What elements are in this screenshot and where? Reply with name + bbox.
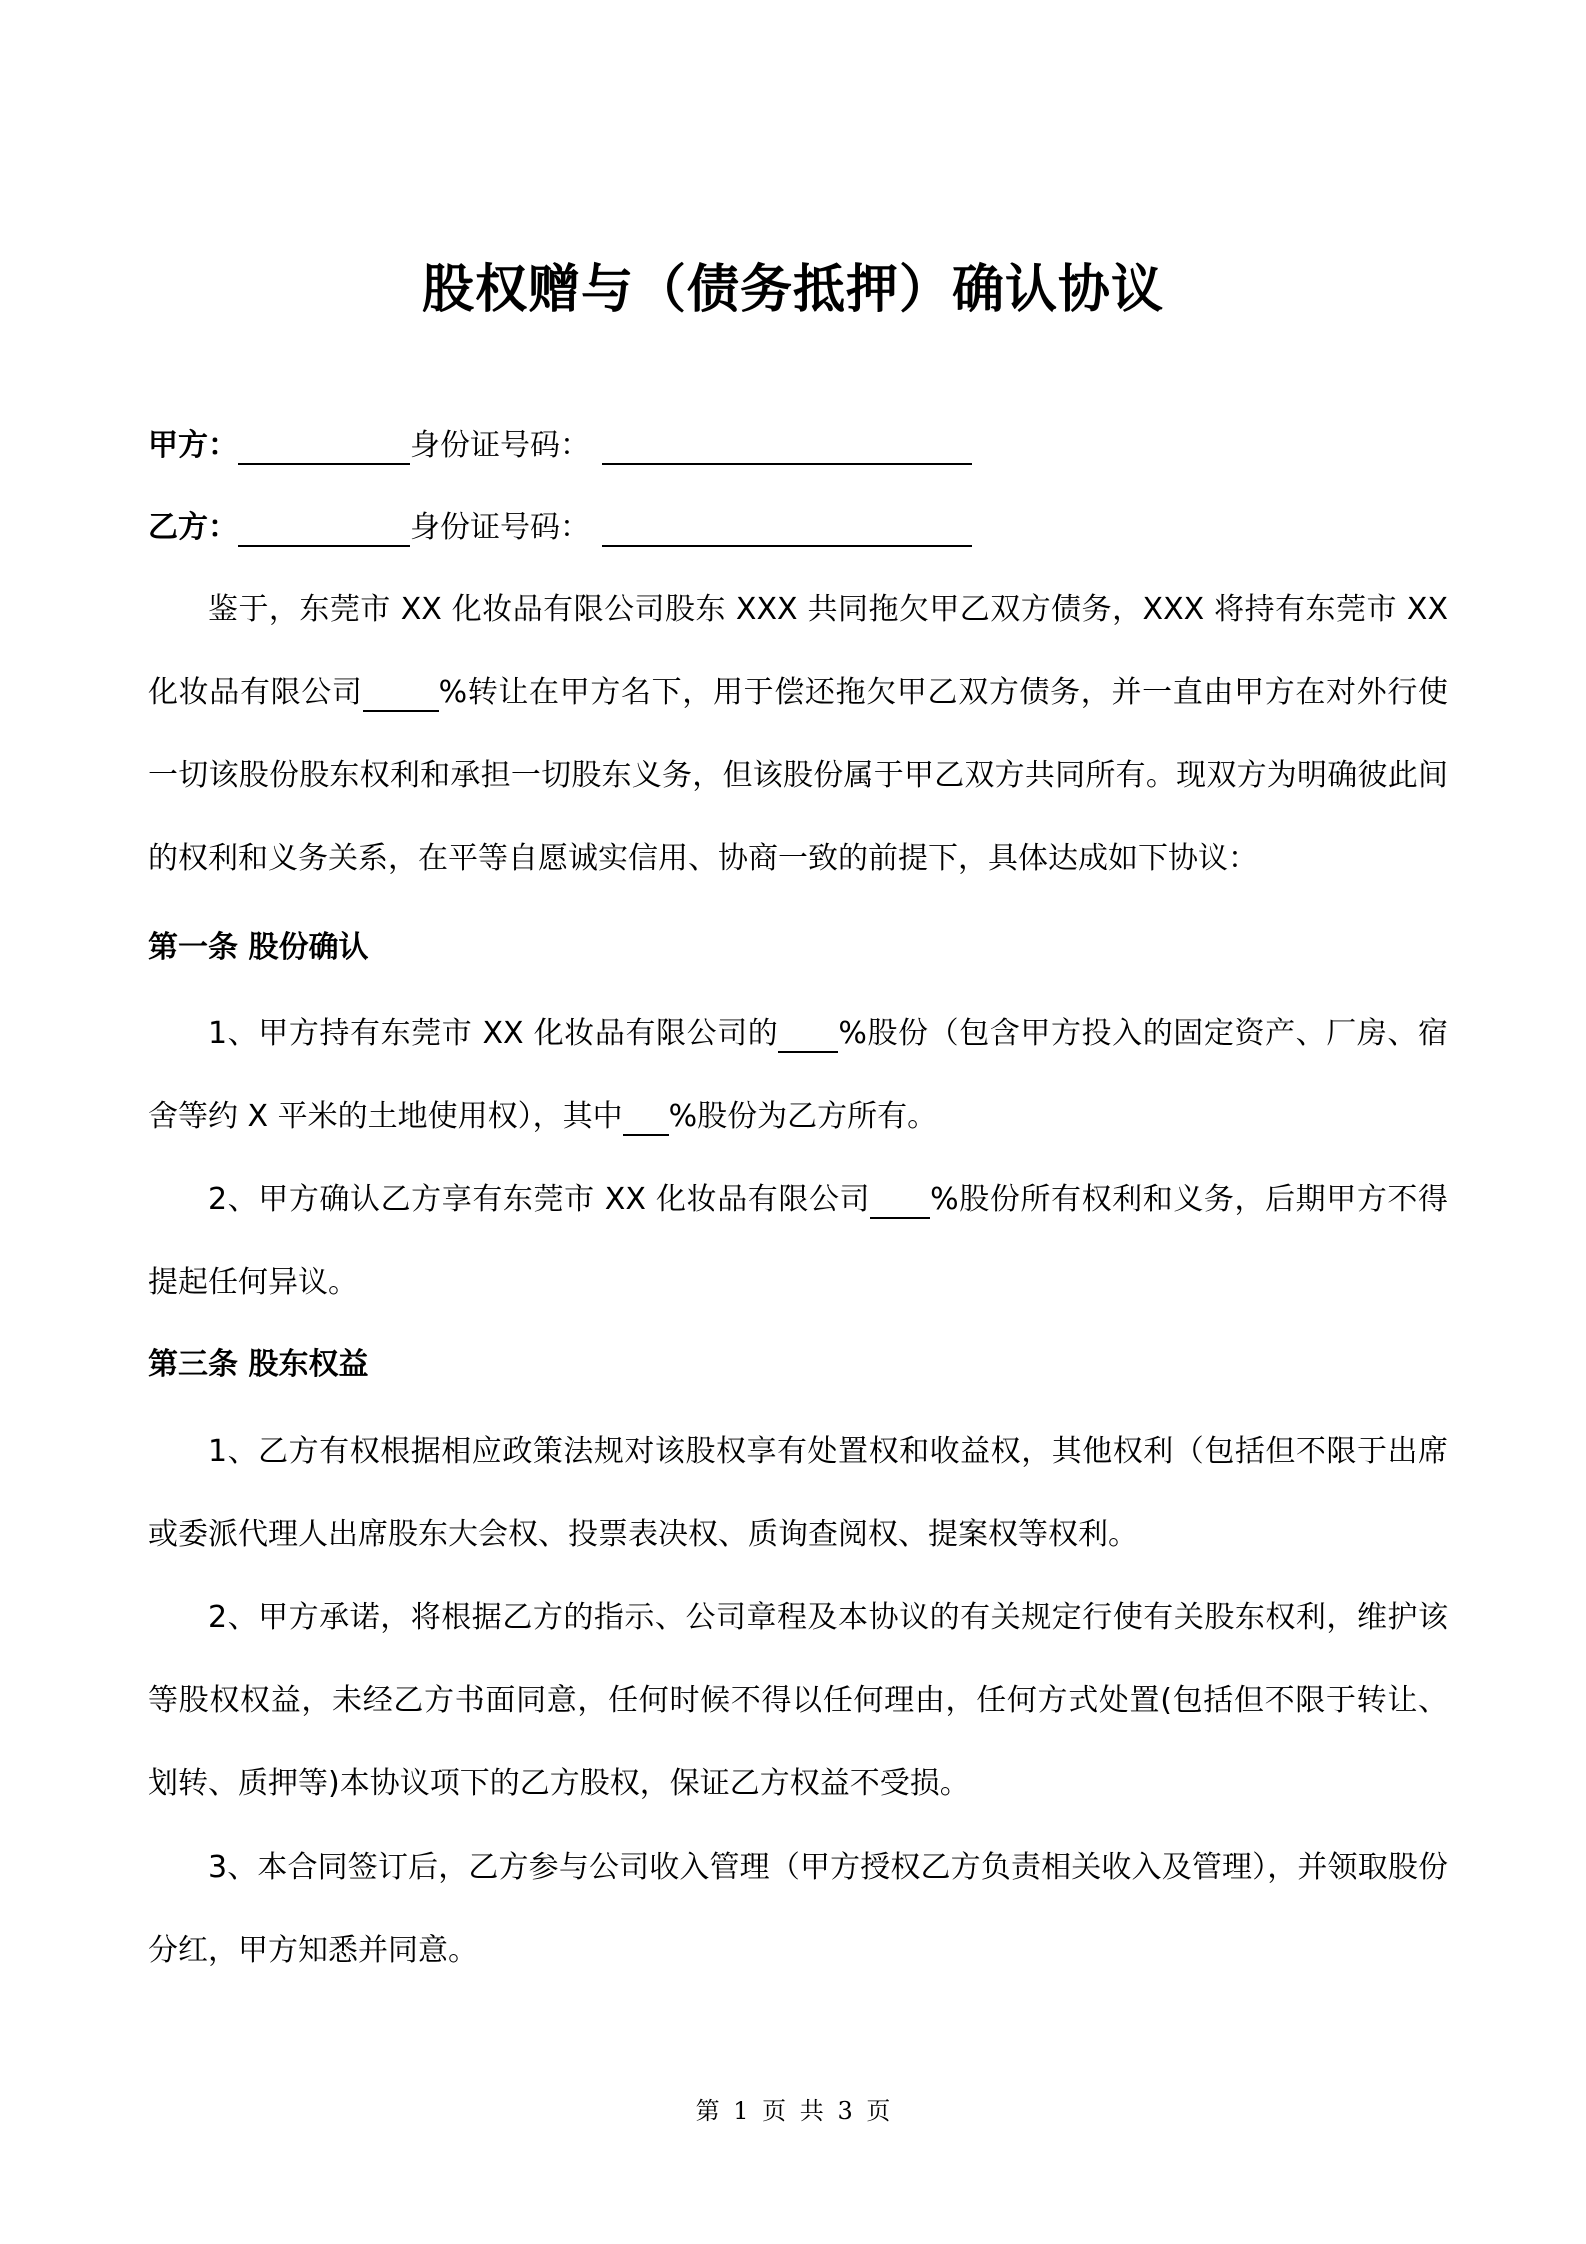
party-b-id-label: 身份证号码： [410, 510, 590, 545]
party-a-name-blank [238, 433, 410, 465]
article-3-item-3: 3、本合同签订后，乙方参与公司收入管理（甲方授权乙方负责相关收入及管理），并领取股份分红，甲方知悉并同意。 [148, 1850, 1448, 1968]
party-b-id-blank [602, 515, 972, 547]
preamble-percent-blank [363, 680, 439, 712]
article-3-item-1: 1、乙方有权根据相应政策法规对该股权享有处置权和收益权，其他权利（包括但不限于出席或委派代理人出席股东大会权、投票表决权、质询查阅权、提案权等权利。 [148, 1434, 1448, 1552]
article-1-item-1-text-b: %股份（包含甲方投入的固定资产、厂房、宿舍等约 X 平米的土地使用权），其中 [148, 1016, 1448, 1134]
preamble-text-2: %转让在甲方名下，用于偿还拖欠甲乙双方债务，并一直由甲方在对外行使一切该股份股东权利和承担一切股东义务，但该股份属于甲乙双方共同所有。现双方为明确彼此间的权利和义务关系，在平等自愿诚实信用、协商一致的前提下，具体达成如下协议： [148, 675, 1448, 876]
party-b-name-blank [238, 515, 410, 547]
article-3-item-2: 2、甲方承诺，将根据乙方的指示、公司章程及本协议的有关规定行使有关股东权利，维护该等股权权益，未经乙方书面同意，任何时候不得以任何理由，任何方式处置(包括但不限于转让、划转、质押等)本协议项下的乙方股权，保证乙方权益不受损。 [148, 1600, 1448, 1801]
party-b-line [148, 508, 972, 548]
party-a-id-label: 身份证号码： [410, 428, 590, 463]
document-title: 股权赠与（债务抵押）确认协议 [421, 260, 1164, 320]
article-1-item-2-text-b: %股份所有权利和义务，后期甲方不得提起任何异议。 [148, 1182, 1449, 1300]
preamble-text-1: 鉴于，东莞市 XX 化妆品有限公司股东 XXX 共同拖欠甲乙双方债务，XXX 将持有东莞市 XX 化妆品有限公司 [148, 592, 1448, 710]
article-3-heading: 第三条 股东权益 [148, 1347, 369, 1382]
article-1-item-2-blank [870, 1187, 930, 1219]
page-number-footer: 第 1 页 共 3 页 [695, 2097, 891, 2125]
article-1-item-1-text-a: 1、甲方持有东莞市 XX 化妆品有限公司的 [208, 1016, 779, 1051]
party-a-id-blank [602, 433, 972, 465]
article-1-item-1-blank-1 [778, 1021, 838, 1053]
article-1-item-1-text-c: %股份为乙方所有。 [668, 1099, 938, 1134]
article-1-item-2-text-a: 2、甲方确认乙方享有东莞市 XX 化妆品有限公司 [208, 1182, 871, 1217]
article-1-item-1 [148, 992, 1448, 1158]
article-1-item-1-blank-2 [623, 1104, 669, 1136]
party-a-line [148, 426, 972, 466]
article-1-heading: 第一条 股份确认 [148, 930, 369, 965]
party-a-label: 甲方： [148, 428, 238, 463]
article-1-item-2 [148, 1158, 1448, 1324]
party-b-label: 乙方： [148, 510, 238, 545]
preamble-paragraph [148, 568, 1448, 900]
